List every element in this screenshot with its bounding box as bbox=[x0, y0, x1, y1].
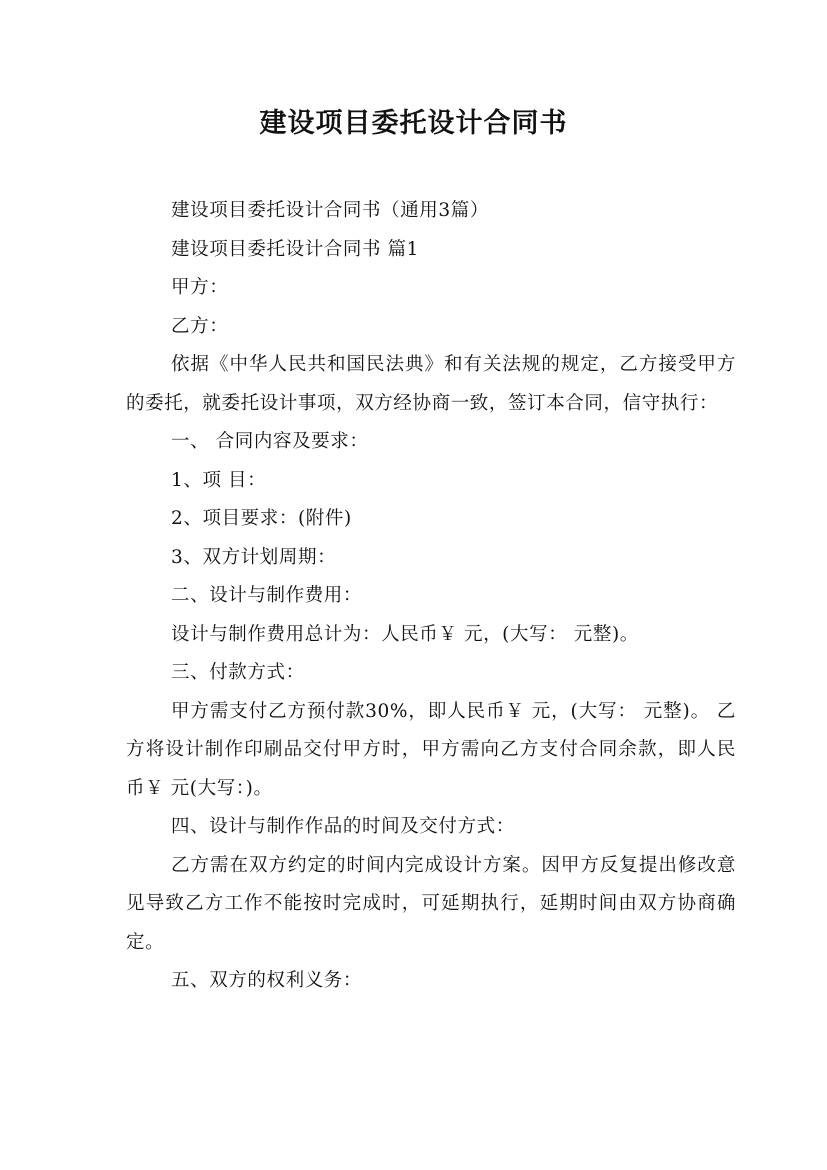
paragraph-delivery-terms: 乙方需在双方约定的时间内完成设计方案。因甲方反复提出修改意见导致乙方工作不能按时完成时，可延期执行，延期时间由双方协商确定。 bbox=[126, 854, 736, 953]
document-title: 建设项目委托设计合同书 bbox=[259, 108, 568, 139]
paragraph-party-b: 乙方： bbox=[171, 315, 229, 337]
paragraph-section-2-heading: 二、设计与制作费用： bbox=[171, 585, 363, 606]
paragraph-fee-total: 设计与制作费用总计为：人民币￥ 元，(大写： 元整)。 bbox=[171, 623, 639, 645]
paragraph-section-5-heading: 五、双方的权利义务： bbox=[171, 970, 363, 991]
paragraph-preamble: 依据《中华人民共和国民法典》和有关法规的规定，乙方接受甲方的委托，就委托设计事项，双方经协商一致，签订本合同，信守执行： bbox=[126, 354, 736, 414]
paragraph-part-heading: 建设项目委托设计合同书 篇1 bbox=[171, 238, 420, 260]
paragraph-payment-terms: 甲方需支付乙方预付款30%，即人民币￥ 元，(大写： 元整)。 乙方将设计制作印刷品交付甲方时，甲方需向乙方支付合同余款，即人民币￥ 元(大写：)。 bbox=[126, 700, 736, 799]
paragraph-item-1: 1、项 目： bbox=[171, 469, 267, 491]
paragraph-item-2: 2、项目要求：(附件) bbox=[171, 508, 352, 529]
paragraph-item-3: 3、双方计划周期： bbox=[171, 546, 337, 568]
paragraph-section-3-heading: 三、付款方式： bbox=[171, 662, 305, 683]
document-body bbox=[126, 192, 736, 1001]
paragraph-section-1-heading: 一、 合同内容及要求： bbox=[171, 431, 369, 452]
paragraph-collection-heading: 建设项目委托设计合同书（通用3篇） bbox=[171, 200, 489, 221]
paragraph-section-4-heading: 四、设计与制作作品的时间及交付方式： bbox=[171, 816, 515, 837]
paragraph-party-a: 甲方： bbox=[171, 277, 229, 298]
